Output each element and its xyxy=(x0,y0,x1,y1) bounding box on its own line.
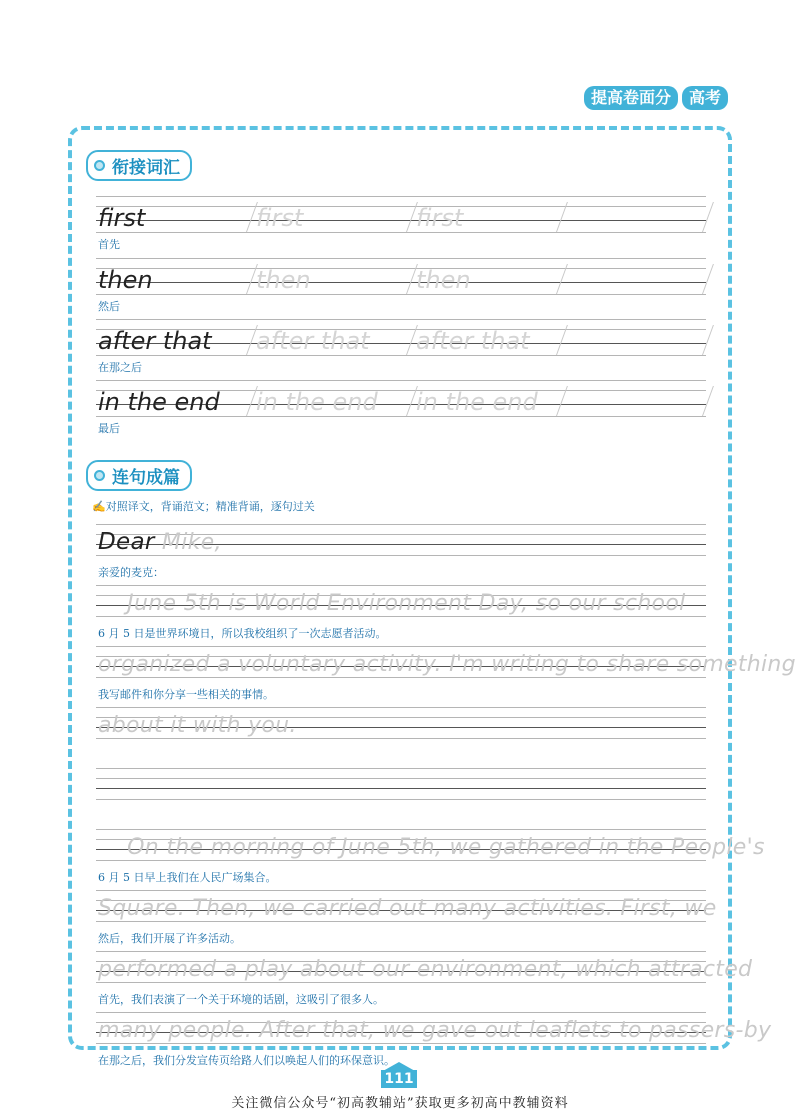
vocab-meaning: 在那之后 xyxy=(98,361,142,374)
letter-translation: 6 月 5 日是世界环境日，所以我校组织了一次志愿者活动。 xyxy=(98,627,387,640)
letter-trace-text: performed a play about our environment, which attracted xyxy=(98,957,753,982)
vocab-trace: after that xyxy=(256,327,370,355)
letter-line xyxy=(96,634,796,678)
vocab-meaning: 首先 xyxy=(98,238,120,251)
letter-line xyxy=(96,939,753,983)
greeting-word: Dear xyxy=(98,529,155,555)
letter-translation: 首先，我们表演了一个关于环境的话剧，这吸引了很多人。 xyxy=(98,993,384,1006)
letter-line xyxy=(96,695,706,739)
letter-line xyxy=(96,1000,772,1044)
vocab-trace: then xyxy=(256,266,311,294)
vocab-word: after that xyxy=(98,327,212,355)
letter-translation: 我写邮件和你分享一些相关的事情。 xyxy=(98,688,274,701)
letter-translation: 然后，我们开展了许多活动。 xyxy=(98,932,241,945)
letter-line xyxy=(96,756,706,800)
vocab-trace: after that xyxy=(416,327,530,355)
letter-trace-text: June 5th is World Environment Day, so our school xyxy=(98,591,686,616)
header-badges xyxy=(584,86,728,110)
letter-trace-text: many people. After that, we gave out leaflets to passers-by xyxy=(98,1018,772,1043)
star-pen-icon: ✍ xyxy=(92,500,106,513)
bullet-icon xyxy=(94,470,105,481)
page-number xyxy=(377,1062,421,1088)
greeting-row xyxy=(96,512,706,556)
vocab-trace: first xyxy=(416,204,464,232)
vocab-row xyxy=(96,372,706,416)
vocab-word: then xyxy=(98,266,153,294)
header-badge-primary: 提高卷面分 xyxy=(584,86,678,110)
footer-note: 关注微信公众号“初高教辅站”获取更多初高中教辅资料 xyxy=(231,1096,569,1111)
vocab-word: first xyxy=(98,204,146,232)
letter-line xyxy=(96,817,765,861)
bullet-icon xyxy=(94,160,105,171)
vocab-trace: in the end xyxy=(256,388,378,416)
header-badge-exam: 高考 xyxy=(682,86,728,110)
page-number-text: 111 xyxy=(381,1070,417,1088)
vocab-meaning: 最后 xyxy=(98,422,120,435)
letter-translation: 在那之后，我们分发宣传页给路人们以唤起人们的环保意识。 xyxy=(98,1054,395,1067)
letter-line xyxy=(96,878,717,922)
letter-trace-text: organized a voluntary activity. I'm writing to share something xyxy=(98,652,796,677)
vocab-row xyxy=(96,188,706,232)
vocab-row xyxy=(96,250,706,294)
vocab-word: in the end xyxy=(98,388,220,416)
vocab-trace: in the end xyxy=(416,388,538,416)
vocab-row xyxy=(96,311,706,355)
greeting-trace: Mike, xyxy=(161,530,222,555)
section-title-text: 连句成篇 xyxy=(112,468,180,488)
section-title-text: 衔接词汇 xyxy=(112,158,180,178)
instruction-text: 对照译文，背诵范文；精准背诵，逐句过关 xyxy=(105,500,315,513)
letter-trace-text: On the morning of June 5th, we gathered in the People's xyxy=(98,835,765,860)
vocab-meaning: 然后 xyxy=(98,300,120,313)
section-title-vocab xyxy=(86,150,192,181)
letter-trace-text: about it with you. xyxy=(98,713,297,738)
letter-translation: 6 月 5 日早上我们在人民广场集合。 xyxy=(98,871,277,884)
vocab-trace: first xyxy=(256,204,304,232)
letter-trace-text: Square. Then, we carried out many activities. First, we xyxy=(98,896,717,921)
letter-line xyxy=(96,573,706,617)
greeting-translation: 亲爱的麦克： xyxy=(98,566,164,579)
section-title-compose xyxy=(86,460,192,491)
vocab-trace: then xyxy=(416,266,471,294)
